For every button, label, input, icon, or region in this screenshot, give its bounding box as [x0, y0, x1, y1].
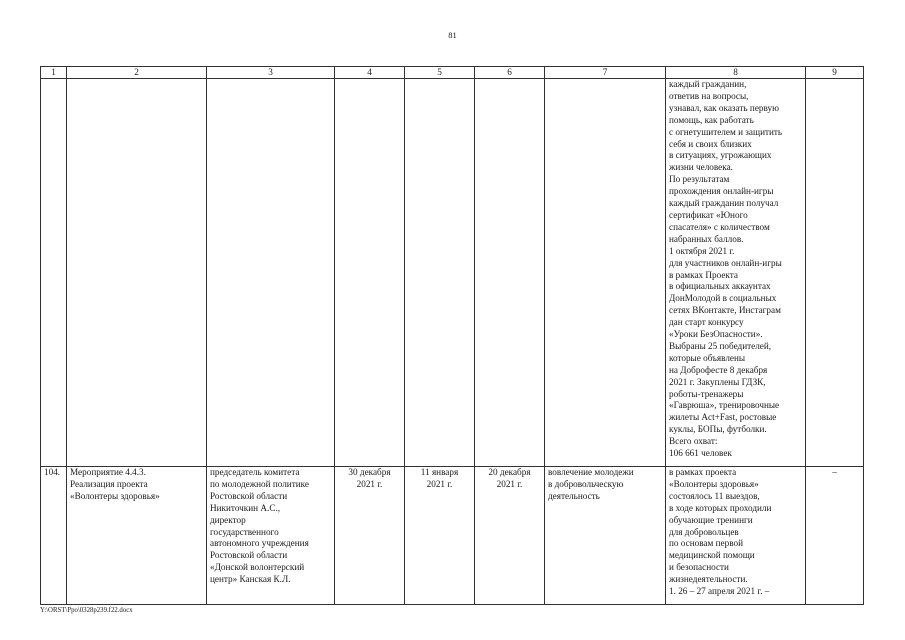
- text-line: для участников онлайн-игры: [669, 257, 782, 268]
- text-line: дан старт конкурсу: [669, 317, 744, 328]
- text-line: роботы-тренажеры: [669, 388, 744, 399]
- text-line: Выбраны 25 победителей,: [669, 340, 772, 351]
- actual-result-cell: [666, 467, 806, 605]
- text-line: прохождения онлайн-игры: [669, 186, 774, 197]
- text-line: каждый гражданин получал: [669, 198, 779, 209]
- cont-cell-9: [806, 79, 864, 467]
- column-header-9: 9: [806, 67, 864, 79]
- text-line: сетях ВКонтакте, Инстаграм: [669, 305, 781, 316]
- text-line: Ростовской области: [210, 550, 288, 561]
- text-line: и безопасности: [669, 562, 729, 573]
- end-date-cell: [475, 467, 545, 605]
- table-row-104: [41, 467, 864, 605]
- text-line: по основам первой: [669, 538, 743, 549]
- text-line: Мероприятие 4.4.3.: [70, 467, 146, 477]
- expected-result-cell: [545, 467, 666, 605]
- page-number: 81: [448, 30, 457, 40]
- text-line: «Волонтеры здоровья»: [70, 490, 160, 501]
- text-line: «Донской волонтерский: [210, 562, 305, 573]
- column-number-header-row: [41, 67, 864, 79]
- text-line: ДонМолодой в социальных: [669, 293, 777, 304]
- cont-cell-5: [405, 79, 475, 467]
- start-date-cell: [405, 467, 475, 605]
- text-line: которые объявлены: [669, 352, 746, 363]
- text-line: спасателя» с количеством: [669, 221, 770, 232]
- text-line: «Волонтеры здоровья»: [669, 478, 759, 489]
- text-line: деятельность: [548, 490, 600, 501]
- text-line: жилеты Act+Fast, ростовые: [669, 412, 777, 423]
- responsible-cell: [207, 467, 335, 605]
- text-line: директор: [210, 514, 246, 525]
- text-line: куклы, БОПы, футболки.: [669, 424, 767, 435]
- column-header-7: 7: [545, 67, 666, 79]
- text-line: каждый гражданин,: [669, 79, 747, 89]
- text-line: узнавал, как оказать первую: [669, 102, 779, 113]
- column-header-8: 8: [666, 67, 806, 79]
- column-header-3: 3: [207, 67, 335, 79]
- column-header-2: 2: [67, 67, 207, 79]
- cont-cell-6: [475, 79, 545, 467]
- event-name-cell: [67, 467, 207, 605]
- column-header-1: 1: [41, 67, 67, 79]
- text-line: 2021 г.: [496, 478, 523, 489]
- text-line: ответив на вопросы,: [669, 90, 749, 101]
- text-line: состоялось 11 выездов,: [669, 490, 760, 501]
- cont-cell-2: [67, 79, 207, 467]
- column-header-4: 4: [335, 67, 405, 79]
- text-line: себя и своих близких: [669, 138, 752, 149]
- planned-date-cell: [335, 467, 405, 605]
- text-line: центр» Канская К.Л.: [210, 574, 291, 585]
- text-line: 11 января: [420, 467, 459, 477]
- text-line: государственного: [210, 526, 279, 537]
- text-line: «Гаврюша», тренировочные: [669, 400, 780, 411]
- text-line: с огнетушителем и защитить: [669, 126, 783, 137]
- text-line: по молодежной политике: [210, 478, 309, 489]
- text-line: 30 декабря: [348, 467, 391, 477]
- text-line: По результатам: [669, 174, 730, 185]
- document-file-path: Y:\ORST\Ppo\0328p239.f22.docx: [40, 607, 133, 614]
- text-line: 20 декабря: [488, 467, 531, 477]
- text-line: Ростовской области: [210, 490, 288, 501]
- cont-cell-4: [335, 79, 405, 467]
- cont-cell-7: [545, 79, 666, 467]
- text-line: сертификат «Юного: [669, 209, 748, 220]
- text-line: Реализация проекта: [70, 478, 148, 489]
- text-line: в официальных аккаунтах: [669, 281, 771, 292]
- text-line: Всего охват:: [669, 436, 718, 447]
- text-line: обучающие тренинги: [669, 514, 753, 525]
- text-line: жизнедеятельности.: [669, 574, 748, 585]
- text-line: вовлечение молодежи: [548, 467, 634, 477]
- cont-cell-3: [207, 79, 335, 467]
- notes-cell: –: [806, 467, 864, 605]
- text-line: для добровольцев: [669, 526, 739, 537]
- text-line: автономного учреждения: [210, 538, 309, 549]
- text-line: 1. 26 – 27 апреля 2021 г. –: [669, 586, 770, 597]
- text-line: в добровольческую: [548, 478, 624, 489]
- text-line: 2021 г. Закуплены ГДЗК,: [669, 376, 766, 387]
- text-line: в рамках Проекта: [669, 269, 738, 280]
- report-table: [40, 66, 864, 605]
- column-header-5: 5: [405, 67, 475, 79]
- text-line: 2021 г.: [426, 478, 453, 489]
- continuation-row: [41, 79, 864, 467]
- text-line: помощь, как работать: [669, 114, 754, 125]
- text-line: Никиточкин А.С.,: [210, 502, 281, 513]
- text-line: 2021 г.: [356, 478, 383, 489]
- cont-results-cell: [666, 79, 806, 467]
- text-line: в ходе которых проходили: [669, 502, 772, 513]
- text-line: на Доброфесте 8 декабря: [669, 364, 768, 375]
- cont-cell-1: [41, 79, 67, 467]
- text-line: 106 661 человек: [669, 448, 732, 459]
- text-line: «Уроки БезОпасности».: [669, 329, 763, 340]
- column-header-6: 6: [475, 67, 545, 79]
- text-line: набранных баллов.: [669, 233, 744, 244]
- text-line: председатель комитета: [210, 467, 300, 477]
- text-line: медицинской помощи: [669, 550, 755, 561]
- text-line: 1 октября 2021 г.: [669, 245, 735, 256]
- text-line: жизни человека.: [669, 162, 733, 173]
- row-number: 104.: [41, 467, 67, 605]
- text-line: в рамках проекта: [669, 467, 737, 477]
- text-line: в ситуациях, угрожающих: [669, 150, 772, 161]
